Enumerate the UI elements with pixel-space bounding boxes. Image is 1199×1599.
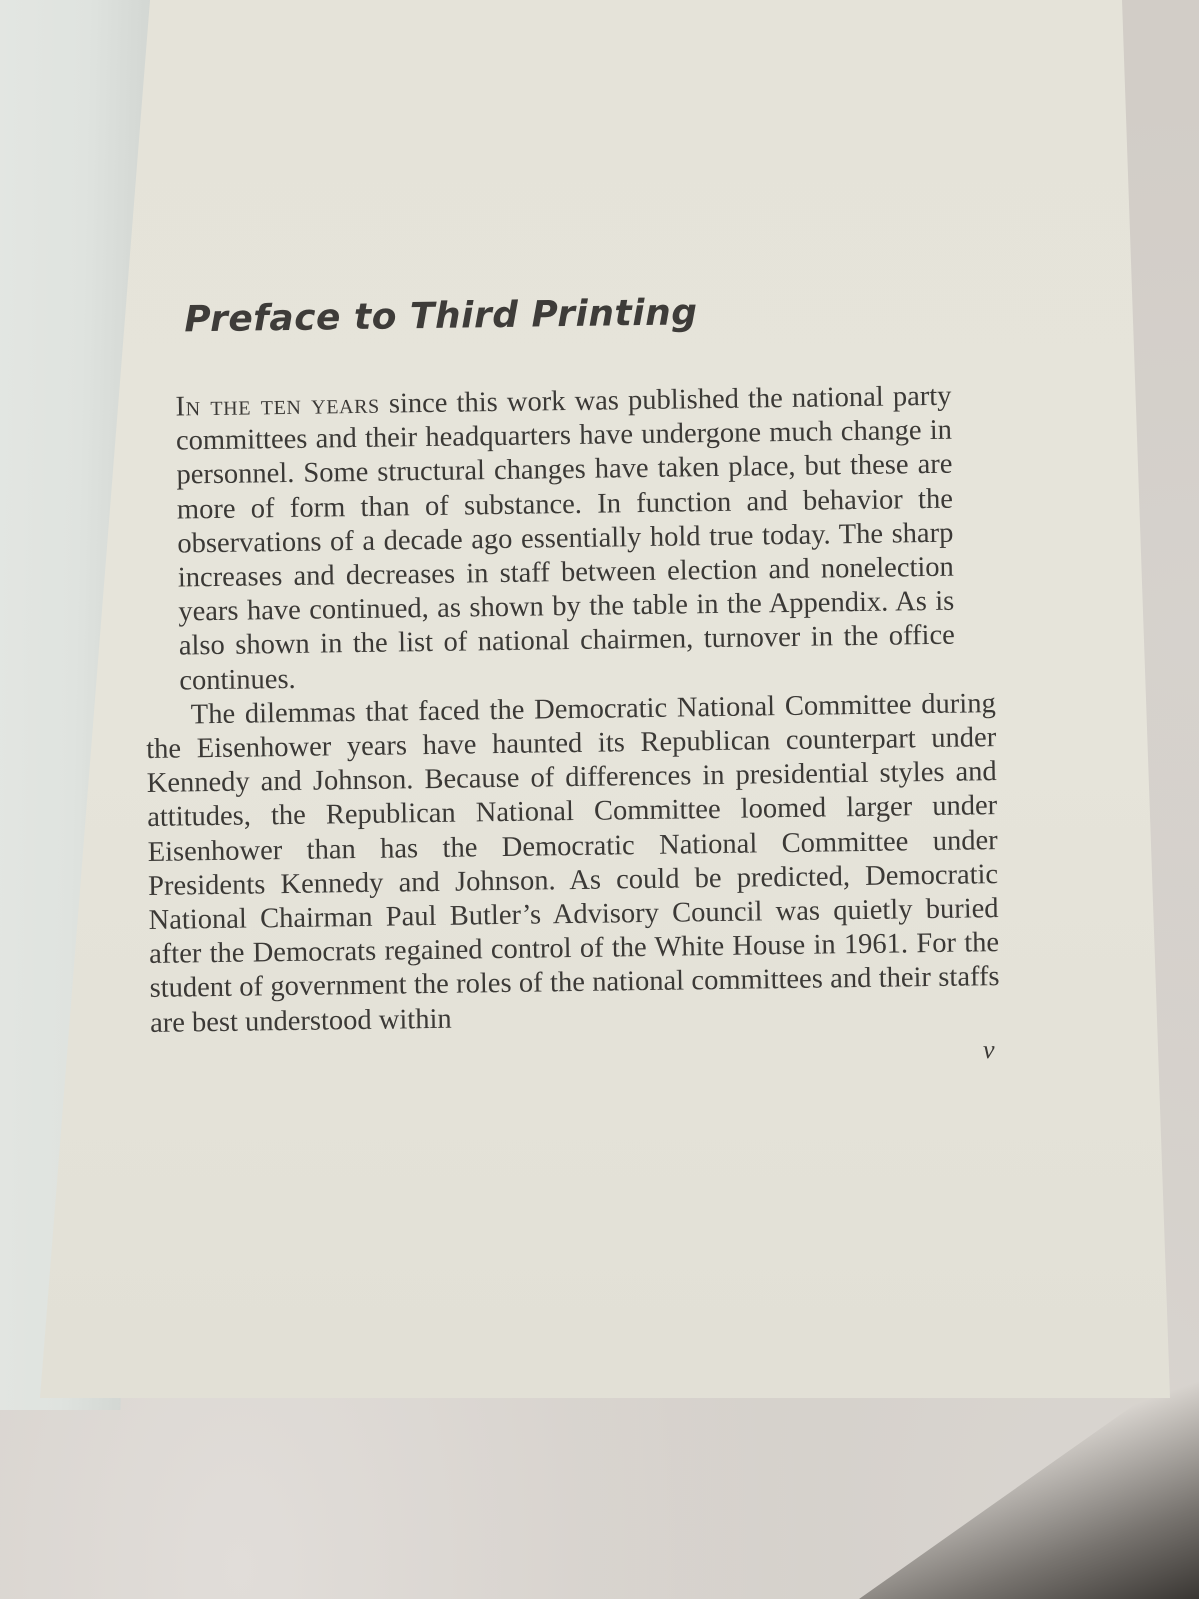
paragraph-2: The dilemmas that faced the Democratic National Committee during the Eisenhower years have haunted its Republican counterpart under Kennedy and Johnson. Because of differences in presidential styles and attitudes, the Republican National Committee loomed larger under Eisenhower than has the Democratic National Committee under Presidents Kennedy and Johnson. As could be predicted, Democratic National Chairman Paul Butler’s Advisory Council was quietly buried after the Democrats regained control of the White House in 1961. For the student of government the roles of the national committees and their staffs are best understood within xyxy=(146,687,1000,1039)
page-content xyxy=(140,288,1001,1077)
paragraph-lead: In the ten years xyxy=(175,388,380,423)
paragraph-1 xyxy=(175,380,955,699)
page-title: Preface to Third Printing xyxy=(183,292,698,341)
page-number: v xyxy=(982,1035,995,1065)
paragraph-1-text: since this work was published the national party committees and their headquarters have undergone much change in personnel. Some structural changes have taken place, but these are more of form than of substance. In function and behavior the observations of a decade ago essentially hold true today. The sharp increases and decreases in staff between election and nonelection years have continued, as shown by the table in the Appendix. As is also shown in the list of national chairmen, turnover in the office continues. xyxy=(175,380,955,697)
